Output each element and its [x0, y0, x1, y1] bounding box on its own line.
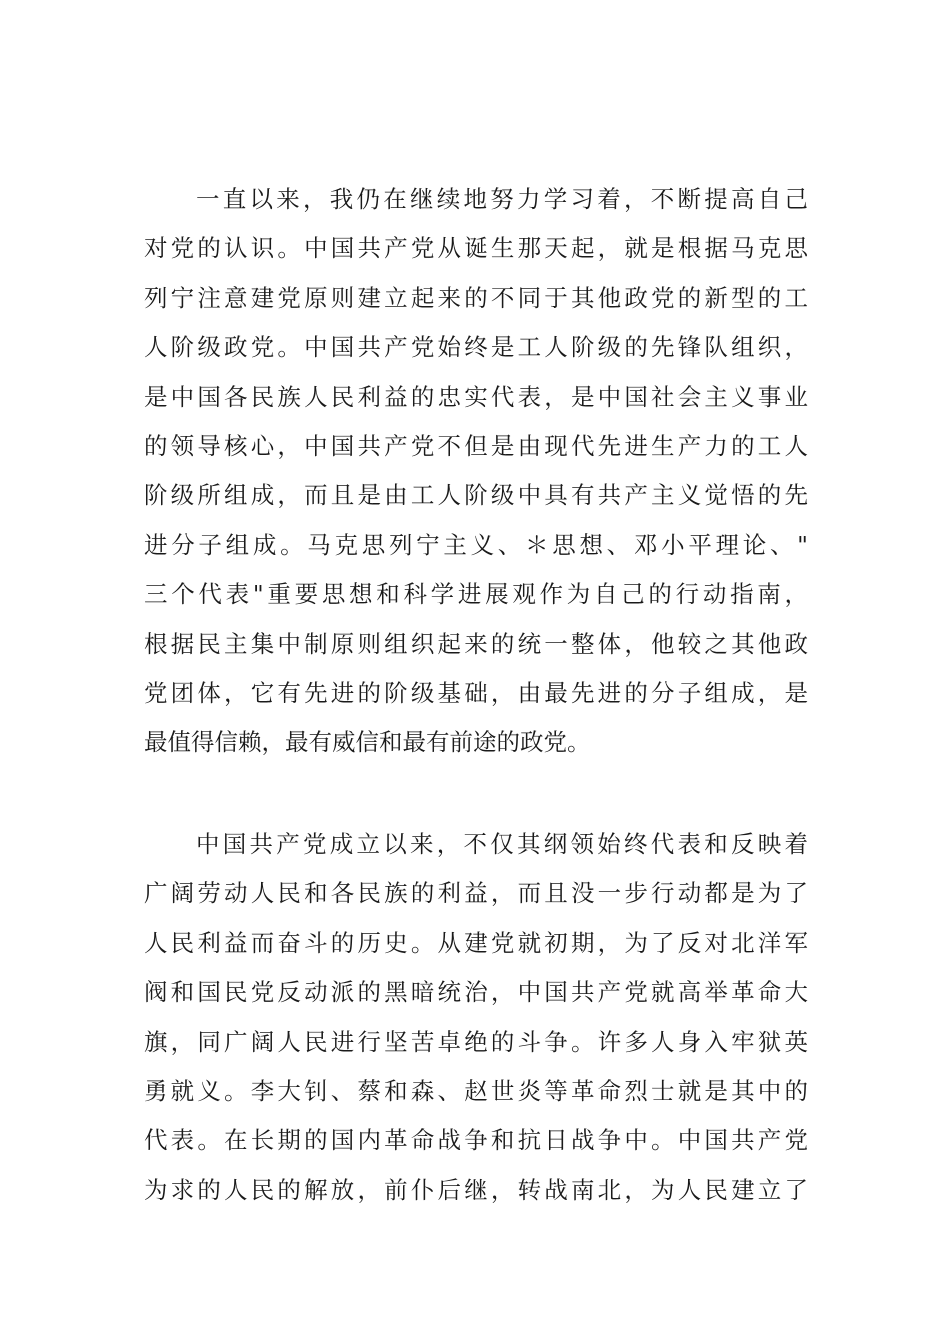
- paragraph-1: [144, 175, 808, 768]
- paragraph-line: 列宁注意建党原则建立起来的不同于其他政党的新型的工: [144, 283, 808, 312]
- paragraph-line: 阶级所组成，而且是由工人阶级中具有共产主义觉悟的先: [144, 481, 808, 510]
- paragraph-line: 广阔劳动人民和各民族的利益，而且没一步行动都是为了: [144, 879, 808, 908]
- paragraph-line: 旗，同广阔人民进行坚苦卓绝的斗争。许多人身入牢狱英: [144, 1027, 808, 1056]
- paragraph-line: 根据民主集中制原则组织起来的统一整体，他较之其他政: [144, 629, 808, 658]
- paragraph-line: 为求的人民的解放，前仆后继，转战南北，为人民建立了: [144, 1175, 808, 1204]
- paragraph-line: 的领导核心，中国共产党不但是由现代先进生产力的工人: [144, 431, 808, 460]
- paragraph-line: 勇就义。李大钊、蔡和森、赵世炎等革命烈士就是其中的: [144, 1076, 808, 1105]
- paragraph-line: 最值得信赖，最有威信和最有前途的政党。: [144, 728, 591, 757]
- paragraph-line: 人阶级政党。中国共产党始终是工人阶级的先锋队组织，: [144, 333, 808, 362]
- paragraph-2: [144, 820, 808, 1215]
- paragraph-line: 党团体，它有先进的阶级基础，由最先进的分子组成，是: [144, 678, 808, 707]
- paragraph-line: 代表。在长期的国内革命战争和抗日战争中。中国共产党: [144, 1126, 808, 1155]
- paragraph-line: 阀和国民党反动派的黑暗统治，中国共产党就高举革命大: [144, 978, 808, 1007]
- paragraph-line: 三个代表"重要思想和科学进展观作为自己的行动指南，: [144, 580, 808, 609]
- paragraph-line: 对党的认识。中国共产党从诞生那天起，就是根据马克思: [144, 234, 808, 263]
- paragraph-line: 进分子组成。马克思列宁主义、＊思想、邓小平理论、": [144, 530, 808, 559]
- paragraph-line: 是中国各民族人民利益的忠实代表，是中国社会主义事业: [144, 382, 808, 411]
- paragraph-line: 中国共产党成立以来，不仅其纲领始终代表和反映着: [196, 830, 808, 858]
- paragraph-line: 一直以来，我仍在继续地努力学习着，不断提高自己: [196, 185, 808, 213]
- paragraph-line: 人民利益而奋斗的历史。从建党就初期，为了反对北洋军: [144, 928, 808, 957]
